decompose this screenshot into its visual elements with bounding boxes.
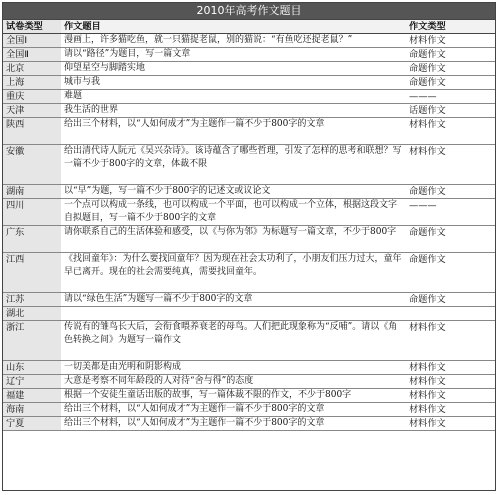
- region-cell: 山东: [3, 361, 61, 375]
- type-cell: 命题作文: [406, 48, 495, 62]
- region-cell: 重庆: [3, 90, 61, 104]
- type-cell: 命题作文: [406, 185, 495, 199]
- table-row: [3, 403, 495, 417]
- topic-cell: 我生活的世界: [61, 104, 406, 118]
- region-cell: 浙江: [3, 321, 61, 361]
- type-cell: 命题作文: [406, 76, 495, 90]
- header-type: 作文类型: [406, 20, 495, 34]
- topic-cell: 给出三个材料，以“人如何成才”为主题作一篇不少于800字的文章: [61, 403, 406, 417]
- table-row: [3, 34, 495, 48]
- type-cell: 命题作文: [406, 253, 495, 293]
- region-cell: 江西: [3, 253, 61, 293]
- topic-cell: 难题: [61, 90, 406, 104]
- region-cell: 广东: [3, 226, 61, 253]
- type-cell: ———: [406, 199, 495, 226]
- region-cell: 天津: [3, 104, 61, 118]
- table-row: [3, 307, 495, 321]
- table-row: [3, 375, 495, 389]
- type-cell: 材料作文: [406, 375, 495, 389]
- table-title: 2010年高考作文题目: [3, 3, 495, 20]
- document-page: [2, 2, 496, 491]
- topic-cell: 仰望星空与脚踏实地: [61, 62, 406, 76]
- type-cell: 材料作文: [406, 145, 495, 185]
- region-cell: 北京: [3, 62, 61, 76]
- table-row: [3, 118, 495, 145]
- region-cell: 四川: [3, 199, 61, 226]
- table-row: [3, 104, 495, 118]
- type-cell: 材料作文: [406, 34, 495, 48]
- type-cell: 材料作文: [406, 361, 495, 375]
- region-cell: 全国Ⅱ: [3, 48, 61, 62]
- table-row: [3, 389, 495, 403]
- region-cell: 宁夏: [3, 417, 61, 431]
- topic-cell: 请以“路径”为题目，写一篇文章: [61, 48, 406, 62]
- header-topic: 作文题目: [61, 20, 406, 34]
- topic-cell: 请你联系自己的生活体验和感受，以《与你为邻》为标题写一篇文章，不少于800字: [61, 226, 406, 253]
- table-row: [3, 145, 495, 185]
- header-row: [3, 20, 495, 34]
- header-region: 试卷类型: [3, 20, 61, 34]
- table-row: [3, 76, 495, 90]
- topic-cell: 城市与我: [61, 76, 406, 90]
- topic-cell: 漫画上，许多猫吃鱼，就一只猫捉老鼠，别的猫说：“有鱼吃还捉老鼠？”: [61, 34, 406, 48]
- table-row: [3, 253, 495, 293]
- table-row: [3, 293, 495, 307]
- topic-cell: [61, 307, 406, 321]
- topic-cell: 给出清代诗人阮元《吴兴杂诗》。该诗蕴含了哪些哲理，引发了怎样的思考和联想？写一篇不少于800字的文章，体裁不限: [61, 145, 406, 185]
- table-row: [3, 62, 495, 76]
- type-cell: 话题作文: [406, 104, 495, 118]
- type-cell: 材料作文: [406, 321, 495, 361]
- table-row: [3, 185, 495, 199]
- table-row: [3, 48, 495, 62]
- type-cell: 命题作文: [406, 62, 495, 76]
- topic-cell: 以“早”为题，写一篇不少于800字的记述文或议论文: [61, 185, 406, 199]
- table-row: [3, 417, 495, 431]
- table-row: [3, 199, 495, 226]
- topic-cell: 一切美都是由光明和阴影构成: [61, 361, 406, 375]
- topic-cell: 给出三个材料，以“人如何成才”为主题作一篇不少于800字的文章: [61, 118, 406, 145]
- region-cell: 安徽: [3, 145, 61, 185]
- type-cell: 材料作文: [406, 417, 495, 431]
- topic-cell: 请以“绿色生活”为题写一篇不少于800字的文章: [61, 293, 406, 307]
- topic-cell: 传说有的雏鸟长大后，会衔食喂养衰老的母鸟。人们把此现象称为“反哺”。请以《角色转换之间》为题写一篇作文: [61, 321, 406, 361]
- table-row: [3, 90, 495, 104]
- type-cell: 材料作文: [406, 403, 495, 417]
- topic-cell: 一个点可以构成一条线，也可以构成一个平面，也可以构成一个立体，根据这段文字自拟题目，写一篇不少于800字的文章: [61, 199, 406, 226]
- table-row: [3, 361, 495, 375]
- essay-topics-table: [3, 20, 495, 431]
- region-cell: 海南: [3, 403, 61, 417]
- type-cell: ———: [406, 90, 495, 104]
- type-cell: 命题作文: [406, 226, 495, 253]
- region-cell: 全国Ⅰ: [3, 34, 61, 48]
- region-cell: 湖北: [3, 307, 61, 321]
- region-cell: 福建: [3, 389, 61, 403]
- type-cell: 材料作文: [406, 389, 495, 403]
- table-row: [3, 321, 495, 361]
- region-cell: 辽宁: [3, 375, 61, 389]
- table-row: [3, 226, 495, 253]
- topic-cell: 大意是考察不同年龄段的人对待“舍与得”的态度: [61, 375, 406, 389]
- type-cell: 命题作文: [406, 293, 495, 307]
- region-cell: 湖南: [3, 185, 61, 199]
- region-cell: 陕西: [3, 118, 61, 145]
- region-cell: 上海: [3, 76, 61, 90]
- region-cell: 江苏: [3, 293, 61, 307]
- type-cell: 材料作文: [406, 118, 495, 145]
- topic-cell: 《找回童年》：为什么要找回童年？因为现在社会太功利了，小朋友们压力过大，童年早已离开。现在的社会需要纯真，需要找回童年。: [61, 253, 406, 293]
- topic-cell: 给出三个材料，以“人如何成才”为主题作一篇不少于800字的文章: [61, 417, 406, 431]
- topic-cell: 根据一个安徒生童话出版的故事，写一篇体裁不限的作文，不少于800字: [61, 389, 406, 403]
- type-cell: [406, 307, 495, 321]
